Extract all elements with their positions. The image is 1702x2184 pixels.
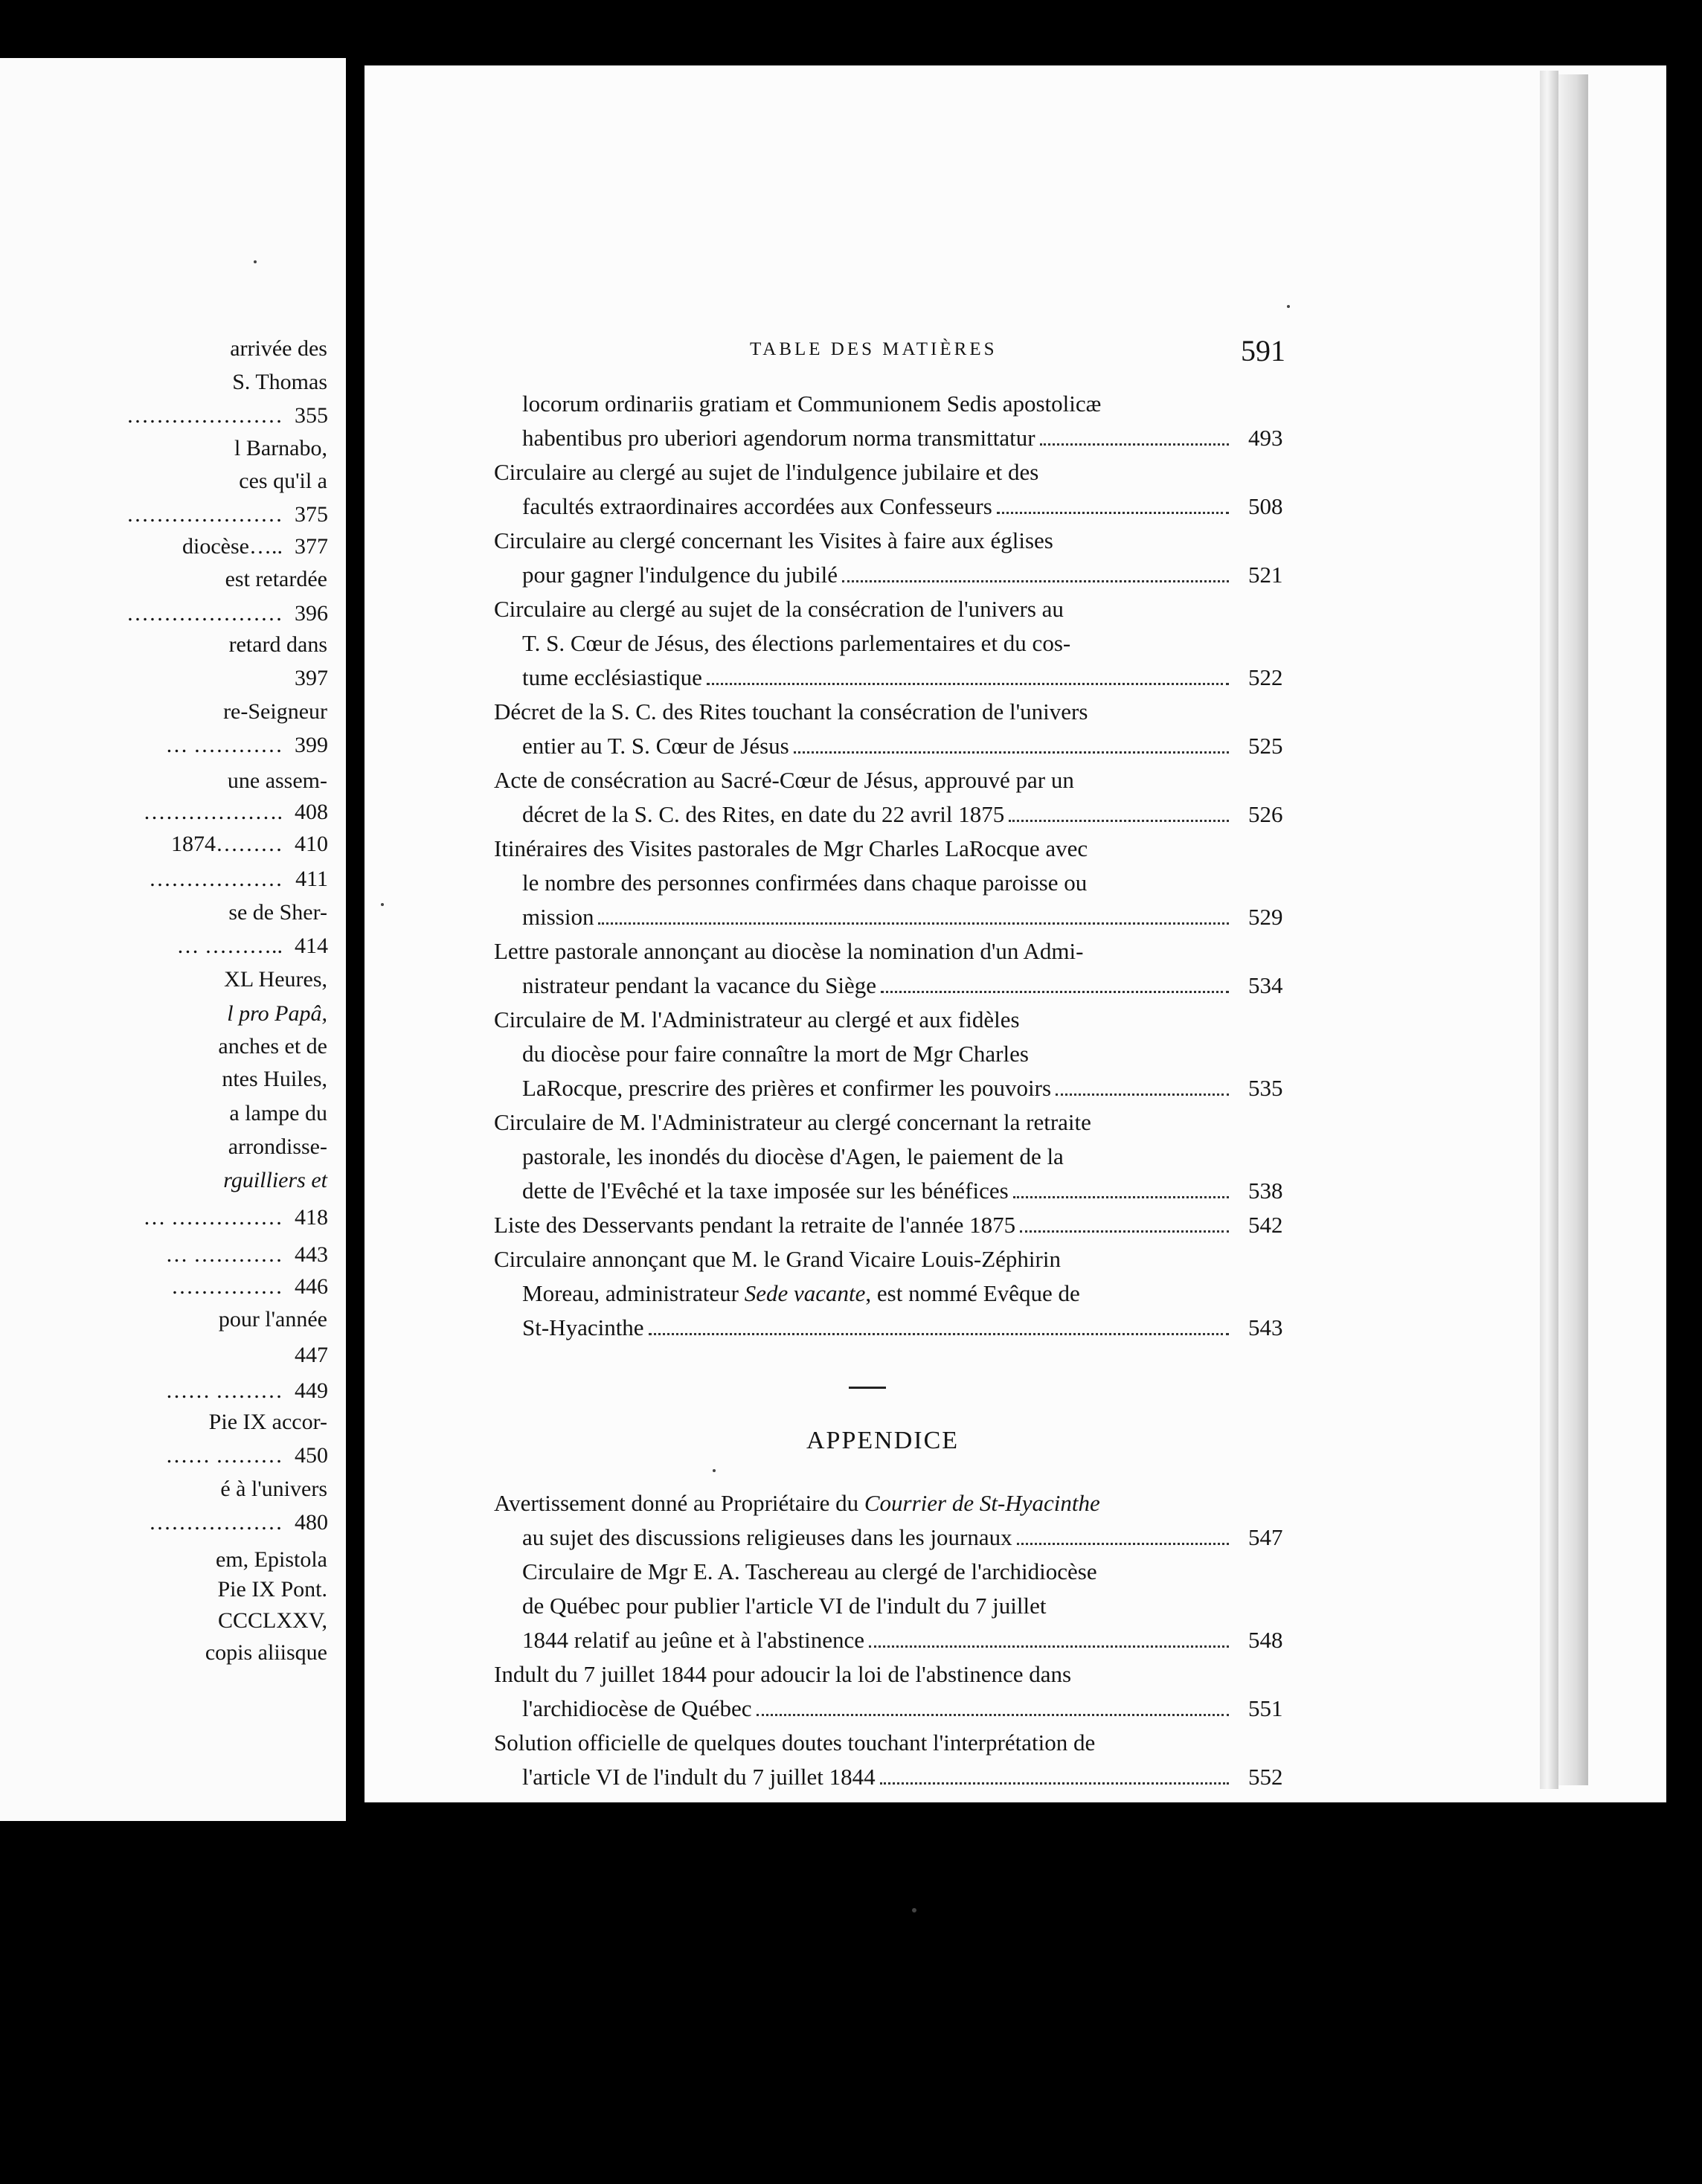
left-page-text: ………………. (143, 800, 283, 824)
toc-entry-line (494, 1520, 1283, 1555)
left-page-text: arrivée des (230, 336, 327, 361)
toc-entry-text: Circulaire au clergé concernant les Visites à faire aux églises (494, 527, 1053, 553)
dot-leaders (794, 751, 1229, 754)
left-page-line (0, 469, 346, 498)
toc-entry-line (494, 1692, 1283, 1726)
toc-entry-line (494, 1208, 1283, 1242)
left-page-number: 355 (295, 403, 328, 428)
toc-entry-text: Décret de la S. C. des Rites touchant la consécration de l'univers (494, 698, 1088, 725)
toc-entry (494, 1657, 1283, 1726)
left-page-text: ………………… (126, 601, 283, 626)
toc-entry-text: le nombre des personnes confirmées dans chaque paroisse ou (522, 870, 1088, 896)
left-page-line (0, 1577, 346, 1607)
toc-entry-text: 1844 relatif au jeûne et à l'abstinence (522, 1627, 865, 1653)
toc-entry-line (494, 1037, 1238, 1071)
left-page-text: diocèse….. (182, 534, 283, 559)
toc-page-number: 529 (1248, 904, 1283, 930)
toc-entry-line (494, 1623, 1283, 1657)
left-page-line (0, 1343, 346, 1372)
left-page-number: 449 (295, 1378, 328, 1403)
left-page-number: 418 (295, 1205, 328, 1230)
left-page-line (0, 1168, 346, 1198)
toc-entry-text: du diocèse pour faire connaître la mort de Mgr Charles (522, 1041, 1029, 1067)
toc-entry (494, 1208, 1283, 1242)
toc-page-number: 534 (1248, 972, 1283, 998)
toc-entry-text: locorum ordinariis gratiam et Communionem Sedis apostolicæ (522, 391, 1102, 417)
dot-leaders (707, 683, 1229, 685)
left-page-line (0, 867, 346, 896)
left-page-text: em, Epistola (216, 1547, 327, 1572)
left-page-line (0, 1274, 346, 1304)
left-page-line (0, 601, 346, 631)
toc-entry-line (494, 934, 1238, 969)
toc-page-number: 552 (1248, 1764, 1283, 1790)
left-page-text: …………… (171, 1274, 283, 1299)
toc-entry-text: au sujet des discussions religieuses dans les journaux (522, 1524, 1012, 1550)
dot-leaders (880, 1782, 1229, 1785)
toc-entry-line (494, 866, 1238, 900)
toc-entry (494, 695, 1283, 763)
toc-entry (494, 387, 1283, 455)
toc-entry-line (494, 1105, 1238, 1140)
dot-leaders (1013, 1196, 1229, 1198)
dot-leaders (598, 922, 1229, 925)
left-page-line (0, 1378, 346, 1408)
left-page-line (0, 403, 346, 433)
dot-leaders (1020, 1230, 1229, 1233)
toc-entry-text: Avertissement donné au Propriétaire du Courrier de St-Hyacinthe (494, 1490, 1100, 1516)
toc-entry-text: Solution officielle de quelques doutes touchant l'interprétation de (494, 1729, 1096, 1756)
left-page-text: é à l'univers (220, 1477, 327, 1501)
toc-entry-text: l'archidiocèse de Québec (522, 1695, 752, 1721)
left-page-line (0, 1034, 346, 1064)
dot-leaders (997, 512, 1229, 514)
toc-entry-line (494, 592, 1238, 626)
left-page-number: 480 (295, 1510, 328, 1535)
left-page-line (0, 1608, 346, 1638)
left-page-line (0, 768, 346, 798)
toc-entry (494, 1242, 1283, 1345)
left-page-line (0, 1134, 346, 1164)
toc-entry-text: Circulaire au clergé au sujet de l'indulgence jubilaire et des (494, 459, 1039, 485)
speck (713, 1469, 716, 1472)
left-page-text: se de Sher- (228, 900, 327, 925)
speck (254, 260, 257, 263)
toc-entry-text: l'article VI de l'indult du 7 juillet 1844 (522, 1764, 876, 1790)
left-page-line (0, 1640, 346, 1670)
left-page-text: … …………… (143, 1205, 283, 1230)
section-divider (849, 1387, 886, 1389)
toc-entry-line (494, 1486, 1238, 1520)
left-page-line (0, 1510, 346, 1540)
left-page-line (0, 1205, 346, 1235)
toc-page-number: 522 (1248, 664, 1283, 690)
dot-leaders (649, 1333, 1229, 1335)
toc-entry-text: Acte de consécration au Sacré-Cœur de Jésus, approuvé par un (494, 767, 1074, 793)
left-page-line (0, 832, 346, 861)
toc-page-number: 542 (1248, 1212, 1283, 1238)
left-page-number: 410 (295, 832, 328, 856)
left-page-text: l pro Papâ, (227, 1001, 327, 1026)
toc-entry-line (494, 524, 1238, 558)
toc-entry-line (494, 832, 1238, 866)
left-page-line (0, 1443, 346, 1473)
toc-page-number: 551 (1248, 1695, 1283, 1721)
page-stack-edge-outer (1558, 74, 1588, 1785)
left-page-number: 446 (295, 1274, 328, 1299)
left-page-number: 414 (295, 934, 328, 958)
toc-entry-text: mission (522, 904, 594, 930)
appendix-title: APPENDICE (806, 1427, 960, 1454)
toc-entry-line (494, 626, 1238, 661)
left-page-line (0, 336, 346, 366)
left-page-line (0, 900, 346, 930)
toc-entry-line (494, 1657, 1238, 1692)
toc-entry-text: Circulaire de Mgr E. A. Taschereau au clergé de l'archidiocèse (522, 1558, 1097, 1584)
left-page-line (0, 1101, 346, 1131)
left-page-text: re-Seigneur (223, 699, 327, 724)
toc-entry-line (494, 661, 1283, 695)
left-page-line (0, 934, 346, 963)
dot-leaders (881, 991, 1229, 993)
toc-entry-text: LaRocque, prescrire des prières et confirmer les pouvoirs (522, 1075, 1052, 1101)
left-page-text: ……………… (149, 1510, 283, 1535)
left-page-number: 443 (295, 1242, 328, 1267)
left-page-text: ……………… (149, 867, 283, 891)
left-page-text: une assem- (227, 768, 327, 793)
toc-entry-text: entier au T. S. Cœur de Jésus (522, 733, 789, 759)
left-page-line (0, 502, 346, 532)
left-page-line (0, 1477, 346, 1506)
left-page-number: 447 (295, 1343, 328, 1367)
left-page-text: Pie IX Pont. (217, 1577, 327, 1602)
toc-entry-line (494, 1760, 1283, 1794)
toc-entry-text: Circulaire de M. l'Administrateur au clergé et aux fidèles (494, 1006, 1020, 1032)
toc-entry-line (494, 695, 1238, 729)
left-page-text: pour l'année (218, 1307, 327, 1332)
left-page (0, 58, 346, 1821)
toc-entry-line (494, 421, 1283, 455)
toc-page-number: 493 (1248, 425, 1283, 451)
left-page-text: …… ……… (165, 1378, 283, 1403)
left-page-text: ces qu'il a (239, 469, 327, 493)
left-page-text: S. Thomas (232, 370, 327, 394)
toc-entry-line (494, 1003, 1238, 1037)
left-page-line (0, 967, 346, 997)
dot-leaders (1056, 1093, 1229, 1096)
left-page-number: 396 (295, 601, 328, 626)
left-page-text: ntes Huiles, (222, 1067, 327, 1091)
left-page-number: 377 (295, 534, 328, 559)
speck (381, 903, 384, 906)
page-number: 591 (1241, 334, 1285, 367)
toc-entry-text: Indult du 7 juillet 1844 pour adoucir la loi de l'abstinence dans (494, 1661, 1072, 1687)
toc-page-number: 538 (1248, 1178, 1283, 1204)
toc-page-number: 525 (1248, 733, 1283, 759)
toc-entry-line (494, 729, 1283, 763)
left-page-number: 397 (295, 666, 328, 690)
left-page-text: XL Heures, (224, 967, 327, 992)
toc-entry-text: Liste des Desservants pendant la retraite de l'année 1875 (494, 1212, 1016, 1238)
toc-entry-text: Moreau, administrateur Sede vacante, est nommé Evêque de (522, 1280, 1080, 1306)
dot-leaders (1009, 820, 1229, 822)
toc-entry-line (494, 1726, 1238, 1760)
toc-entry-text: habentibus pro uberiori agendorum norma transmittatur (522, 425, 1035, 451)
toc-entry-text: dette de l'Evêché et la taxe imposée sur les bénéfices (522, 1178, 1009, 1204)
speck (1287, 305, 1290, 308)
left-page-number: 450 (295, 1443, 328, 1468)
toc-page-number: 508 (1248, 493, 1283, 519)
left-page-line (0, 1067, 346, 1096)
left-page-line (0, 436, 346, 466)
toc-entry-text: Itinéraires des Visites pastorales de Mgr Charles LaRocque avec (494, 835, 1088, 861)
left-page-line (0, 666, 346, 696)
toc-entry-text: Circulaire au clergé au sujet de la consécration de l'univers au (494, 596, 1064, 622)
toc-entry-line (494, 1174, 1283, 1208)
left-page-number: 408 (295, 800, 328, 824)
left-page-text: arrondisse- (228, 1134, 327, 1159)
toc-page-number: 526 (1248, 801, 1283, 827)
toc-entry (494, 1486, 1283, 1555)
left-page-text: … ………… (165, 733, 283, 757)
left-page-number: 411 (295, 867, 328, 891)
left-page-text: ………………… (126, 403, 283, 428)
toc-entry-text: St-Hyacinthe (522, 1314, 644, 1340)
dot-leaders (1040, 443, 1229, 446)
left-page-text: copis aliisque (205, 1640, 327, 1665)
left-page-text: ………………… (126, 502, 283, 527)
left-page-line (0, 1307, 346, 1337)
toc-entry-text: Lettre pastorale annonçant au diocèse la nomination d'un Admi- (494, 938, 1084, 964)
left-page-text: a lampe du (229, 1101, 327, 1125)
toc-entry-line (494, 387, 1238, 421)
left-page-line (0, 370, 346, 399)
dot-leaders (869, 1645, 1229, 1648)
speck (912, 1908, 916, 1912)
toc-entry-line (494, 1242, 1238, 1276)
running-head: TABLE DES MATIÈRES (750, 339, 998, 359)
left-page-text: …… ……… (165, 1443, 283, 1468)
left-page-text: retard dans (228, 632, 327, 657)
left-page-text: rguilliers et (223, 1168, 327, 1192)
toc-entry-line (494, 1276, 1238, 1311)
left-page-text: … ………… (165, 1242, 283, 1267)
left-page-line (0, 1410, 346, 1439)
dot-leaders (757, 1714, 1229, 1716)
left-page-line (0, 699, 346, 729)
left-page-text: est retardée (225, 567, 327, 591)
toc-page-number: 548 (1248, 1627, 1283, 1653)
dot-leaders (1017, 1543, 1229, 1545)
toc-entry-line (494, 763, 1238, 797)
toc-entry (494, 455, 1283, 524)
toc-entry-text: nistrateur pendant la vacance du Siège (522, 972, 876, 998)
toc-entry (494, 934, 1283, 1003)
toc-page-number: 547 (1248, 1524, 1283, 1550)
left-page-text: Pie IX accor- (208, 1410, 327, 1434)
page-stack-edge (1540, 71, 1558, 1789)
toc-entry-text: pour gagner l'indulgence du jubilé (522, 562, 838, 588)
toc-entry-line (494, 455, 1238, 489)
left-page-line (0, 733, 346, 762)
toc-page-number: 535 (1248, 1075, 1283, 1101)
left-page-text: CCCLXXV, (218, 1608, 327, 1633)
toc-entry (494, 1555, 1283, 1657)
toc-entry-line (494, 1589, 1238, 1623)
toc-entry-text: T. S. Cœur de Jésus, des élections parlementaires et du cos- (522, 630, 1071, 656)
left-page-line (0, 1242, 346, 1272)
toc-entry-line (494, 1071, 1283, 1105)
left-page-line (0, 632, 346, 662)
toc-entry-text: décret de la S. C. des Rites, en date du 22 avril 1875 (522, 801, 1005, 827)
toc-entry-line (494, 1555, 1238, 1589)
left-page-line (0, 567, 346, 597)
toc-entry-line (494, 1311, 1283, 1345)
toc-entry (494, 1105, 1283, 1208)
toc-entry-line (494, 1140, 1238, 1174)
toc-entry (494, 832, 1283, 934)
toc-entry-text: tume ecclésiastique (522, 664, 702, 690)
left-page-line (0, 534, 346, 564)
left-page-text: anches et de (218, 1034, 327, 1059)
toc-entry-line (494, 489, 1283, 524)
toc-entry-text: Circulaire annonçant que M. le Grand Vicaire Louis-Zéphirin (494, 1246, 1061, 1272)
left-page-line (0, 1547, 346, 1577)
toc-entry (494, 763, 1283, 832)
toc-page-number: 521 (1248, 562, 1283, 588)
dot-leaders (842, 580, 1229, 582)
left-page-text: … ……….. (176, 934, 283, 958)
toc-entry-text: facultés extraordinaires accordées aux Confesseurs (522, 493, 992, 519)
toc-entry-text: pastorale, les inondés du diocèse d'Agen, le paiement de la (522, 1143, 1064, 1169)
toc-entry-line (494, 558, 1283, 592)
left-page-text: 1874……… (171, 832, 283, 856)
toc-entry-text: de Québec pour publier l'article VI de l'indult du 7 juillet (522, 1593, 1047, 1619)
toc-entry (494, 524, 1283, 592)
left-page-line (0, 800, 346, 829)
toc-entry-line (494, 969, 1283, 1003)
left-page-text: l Barnabo, (234, 436, 327, 460)
toc-entry-text: Circulaire de M. l'Administrateur au clergé concernant la retraite (494, 1109, 1091, 1135)
toc-entry (494, 592, 1283, 695)
toc-page-number: 543 (1248, 1314, 1283, 1340)
left-page-number: 375 (295, 502, 328, 527)
toc-entry (494, 1003, 1283, 1105)
toc-entry-line (494, 797, 1283, 832)
toc-entry (494, 1726, 1283, 1794)
toc-entry-line (494, 900, 1283, 934)
left-page-number: 399 (295, 733, 328, 757)
left-page-line (0, 1001, 346, 1031)
